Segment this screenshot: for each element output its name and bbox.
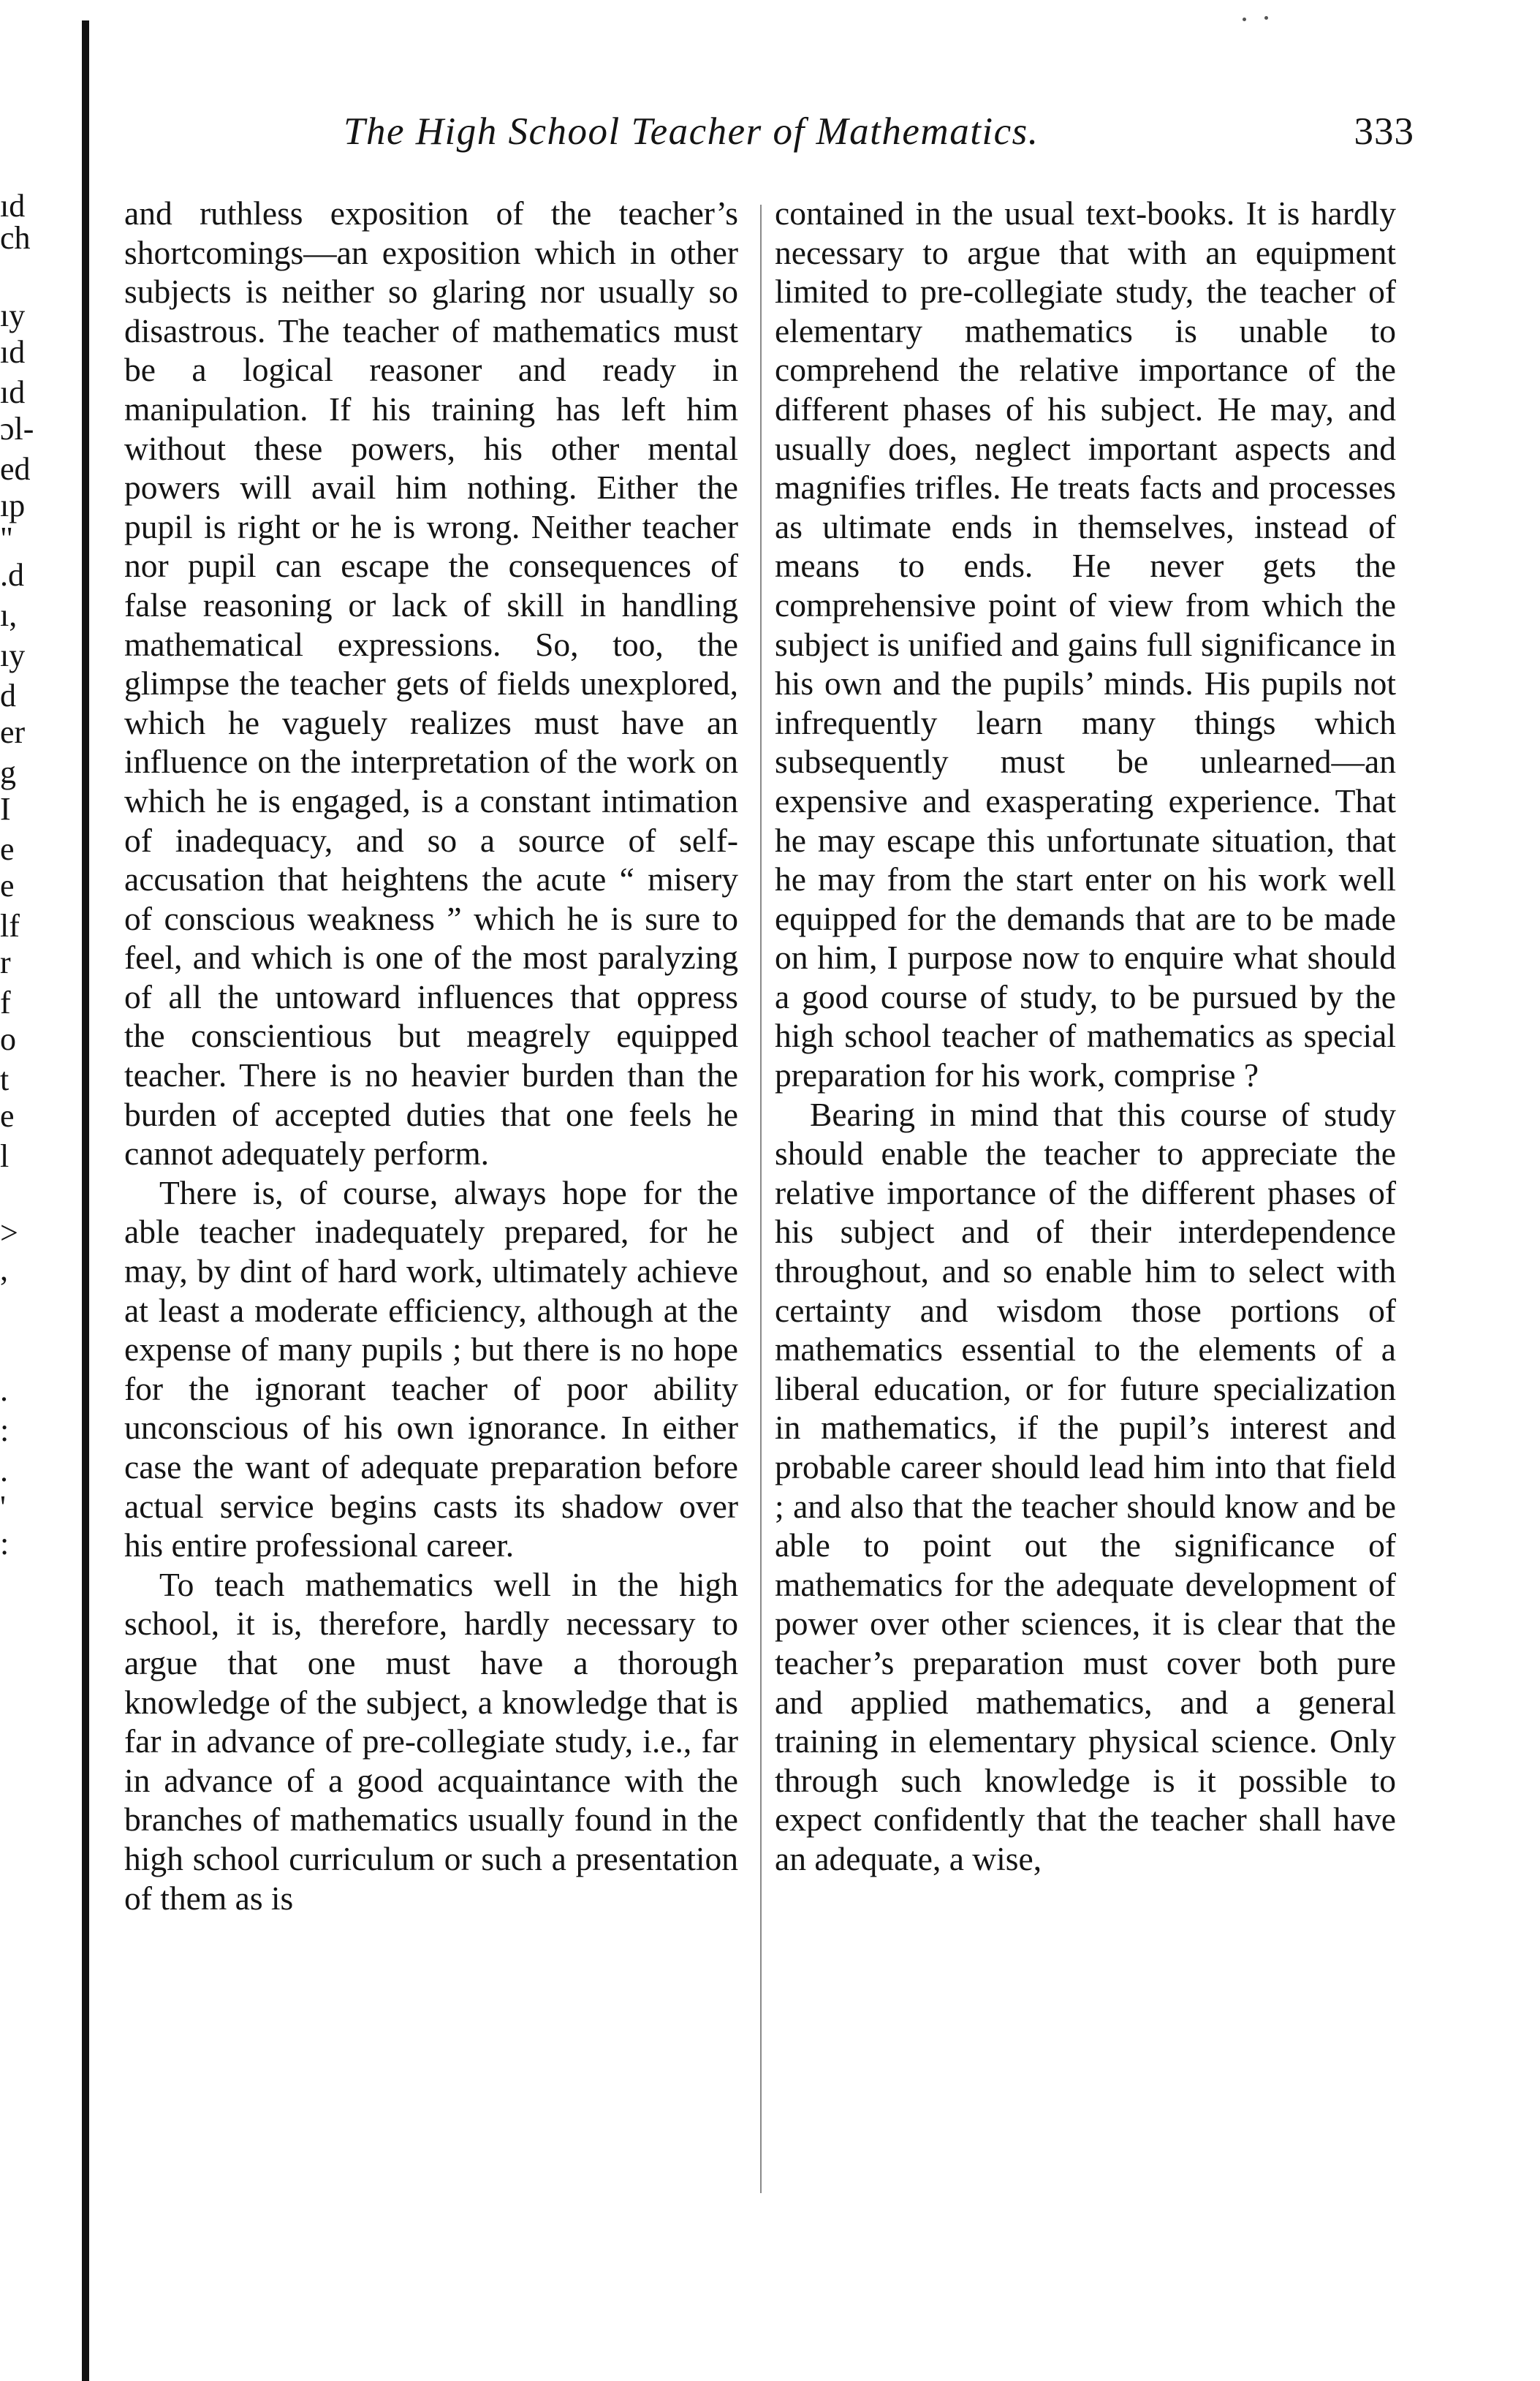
fragment: ıd (0, 188, 26, 224)
fragment: . (0, 1372, 8, 1408)
fragment: > (0, 1215, 18, 1251)
fragment: " (0, 521, 13, 556)
page-number: 333 (1354, 110, 1414, 153)
paragraph: and ruthless exposition of the teacher’s shortcomings—an exposition which in other subjects is neither so glaring nor usually so disastrous. The teacher of mathematics must be a logical reasoner and ready in manipulation. If his training has left him without these powers, his other mental powers will avail him nothing. Either the pupil is right or he is wrong. Neither teacher nor pupil can escape the consequences of false reasoning or lack of skill in handling mathematical expressions. So, too, the glimpse the teacher gets of fields unexplored, which he vaguely realizes must have an influence on the interpretation of the work on which he is engaged, is a constant intimation of inadequacy, and so a source of self-accusation that heightens the acute “ misery of conscious weakness ” which he is sure to feel, and which is one of the most paralyzing of all the untoward influences that oppress the conscientious but meagrely equipped teacher. There is no heavier burden than the burden of accepted duties that one feels he cannot adequately perform. (124, 194, 738, 1173)
fragment: . (0, 1453, 8, 1488)
fragment: ch (0, 220, 31, 256)
fragment: ı, (0, 597, 18, 633)
paragraph: contained in the usual text-books. It is hardly necessary to argue that with an equipment limited to pre-collegiate study, the teacher of elementary mathematics is unable to comprehend the relative importance of the different phases of his subject. He may, and usually does, neglect important aspects and magnifies trifles. He treats facts and processes as ultimate ends in themselves, instead of means to ends. He never gets the comprehensive point of view from which the subject is unified and gains full significance in his own and the pupils’ minds. His pupils not infrequently learn many things which subsequently must be unlearned—an expensive and exasperating experience. That he may escape this unfortunate situation, that he may from the start enter on his work well equipped for the demands that are to be made on him, I purpose now to enquire what should a good course of study, to be pursued by the high school teacher of mathematics as special preparation for his work, comprise ? (775, 194, 1396, 1094)
running-title: The High School Teacher of Mathematics. (344, 110, 1039, 153)
paragraph: To teach mathematics well in the high school, it is, therefore, hardly necessary to argue that one must have a thorough knowledge of the subject, a knowledge that is far in advance of pre-collegiate study, i.e., far in advance of a good acquaintance with the branches of mathematics usually found in the high school curriculum or such a presentation of them as is (124, 1565, 738, 1917)
fragment: o (0, 1021, 16, 1057)
fragment: ' (0, 1489, 6, 1525)
fragment: e (0, 1098, 15, 1134)
fragment: : (0, 1412, 10, 1448)
binding-edge (82, 20, 89, 2381)
fragment: f (0, 985, 11, 1021)
right-column (775, 194, 1396, 1879)
fragment: d (0, 678, 16, 713)
fragment: lf (0, 908, 20, 944)
fragment: ıd (0, 374, 26, 410)
paragraph: There is, of course, always hope for the able teacher inadequately prepared, for he may, by dint of hard work, ultimately achieve at least a moderate efficiency, although at the expense of many pupils ; but there is no hope for the ignorant teacher of poor ability unconscious of his own ignorance. In either case the want of adequate preparation before actual service begins casts its shadow over his entire professional career. (124, 1173, 738, 1564)
fragment: er (0, 714, 26, 750)
fragment: , (0, 1252, 8, 1287)
fragment: t (0, 1061, 10, 1097)
fragment: .d (0, 557, 24, 593)
fragment: r (0, 945, 11, 980)
fragment: ıp (0, 488, 26, 523)
fragment: ıy (0, 298, 26, 333)
paragraph: Bearing in mind that this course of study should enable the teacher to appreciate the relative importance of the different phases of his subject and of their interdependence throughout, and so enable him to select with certainty and wisdom those portions of mathematics essential to the elements of a liberal education, or for future specialization in mathematics, if the pupil’s interest and probable career should lead him into that field ; and also that the teacher should know and be able to point out the significance of mathematics for the adequate development of power over other sciences, it is clear that the teacher’s preparation must cover both pure and applied mathematics, and a general training in elementary physical science. Only through such knowledge is it possible to expect confidently that the teacher shall have an adequate, a wise, (775, 1095, 1396, 1877)
fragment: e (0, 831, 15, 867)
fragment: ıy (0, 637, 26, 673)
fragment: : (0, 1526, 10, 1562)
fragment: ıd (0, 334, 26, 370)
fragment: ɔl- (0, 411, 34, 447)
fragment: I (0, 791, 11, 827)
running-head (344, 110, 1414, 168)
fragment: e (0, 868, 15, 904)
column-divider (760, 205, 762, 2193)
fragment: g (0, 754, 16, 790)
fragment: ed (0, 451, 31, 487)
scan-speck (1243, 18, 1246, 21)
fragment: l (0, 1138, 10, 1174)
scan-speck (1264, 16, 1268, 20)
left-column (124, 194, 738, 1918)
